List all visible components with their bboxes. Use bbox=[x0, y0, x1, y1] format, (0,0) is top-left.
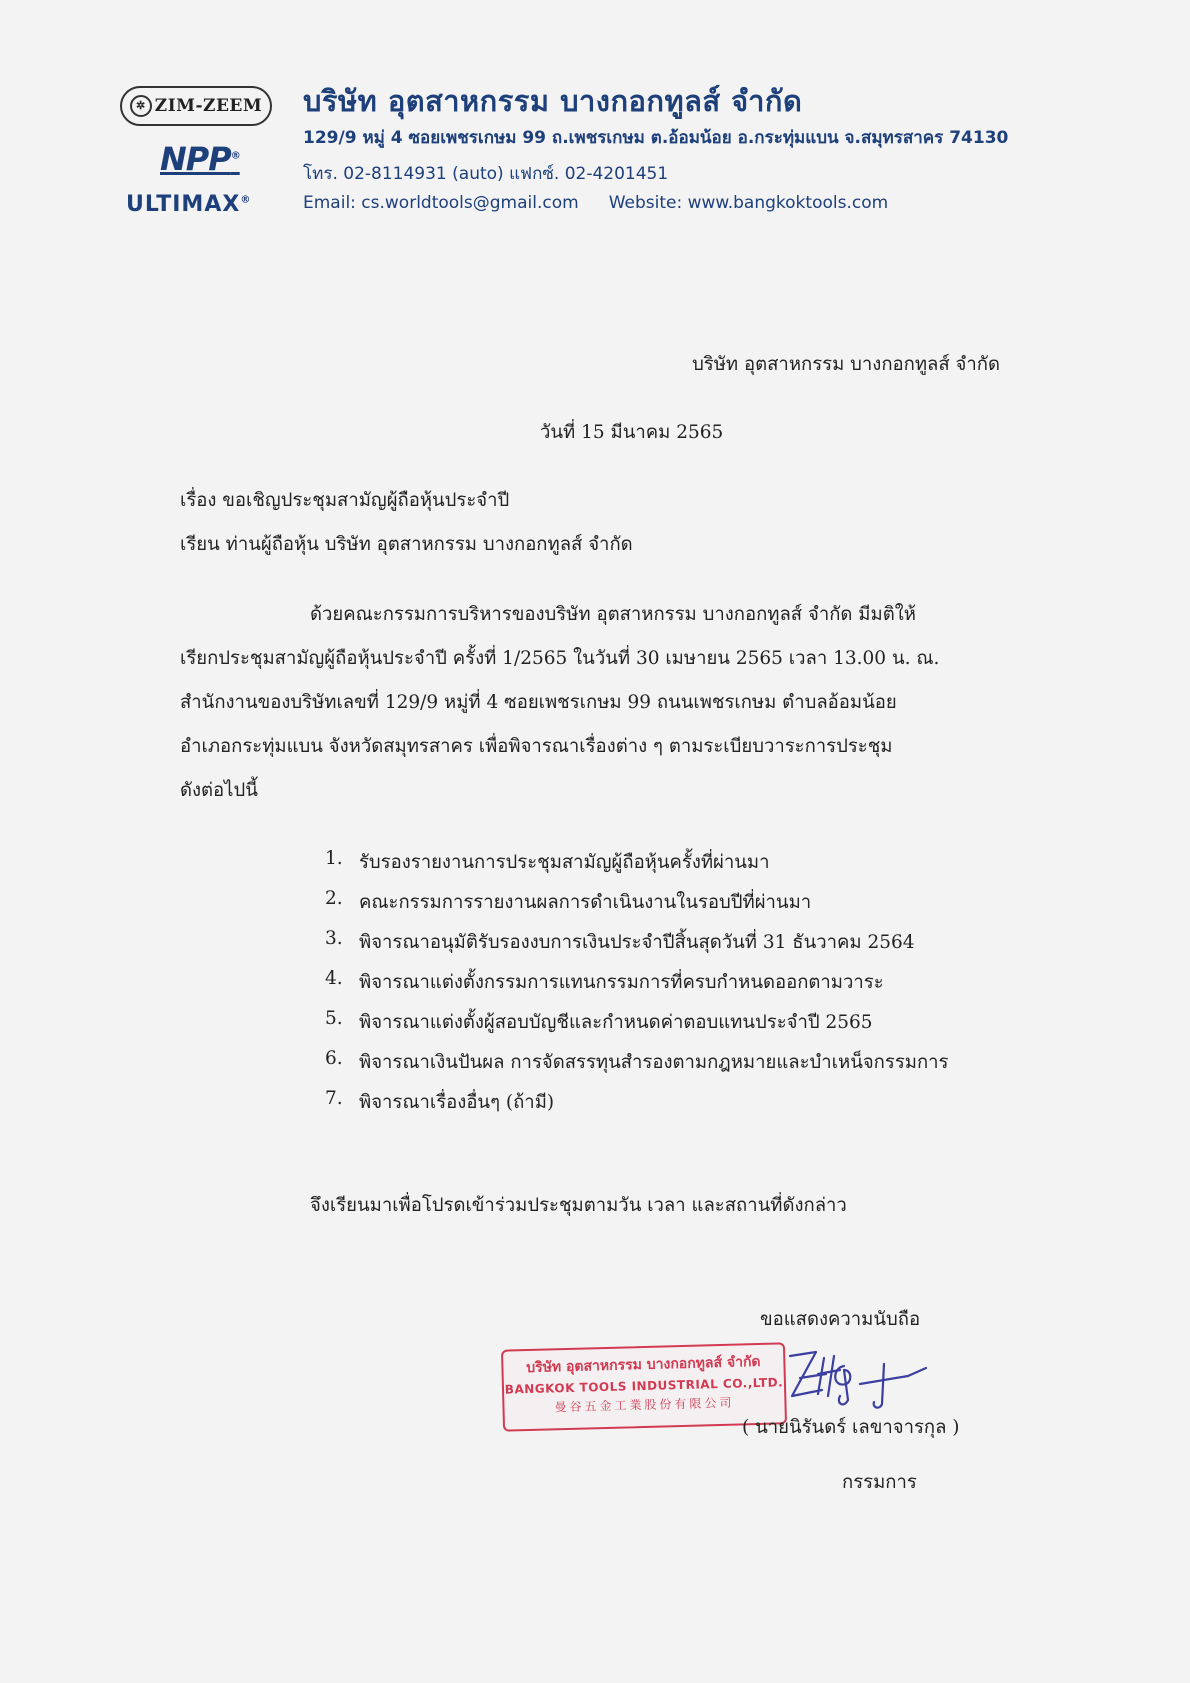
agenda-text: พิจารณาอนุมัติรับรองงบการเงินประจำปีสิ้นสุดวันที่ 31 ธันวาคม 2564 bbox=[359, 932, 915, 953]
paragraph-line: สำนักงานของบริษัทเลขที่ 129/9 หมู่ที่ 4 ซอยเพชรเกษม 99 ถนนเพชรเกษม ตำบลอ้อมน้อย bbox=[180, 692, 897, 713]
npp-logo: NPP® bbox=[160, 140, 240, 178]
letter-date: วันที่ 15 มีนาคม 2565 bbox=[540, 422, 724, 443]
signer-position: กรรมการ bbox=[842, 1472, 917, 1493]
stamp-thai-name: บริษัท อุตสาหกรรม บางกอกทูลส์ จำกัด bbox=[526, 1353, 761, 1377]
agenda-text: รับรองรายงานการประชุมสามัญผู้ถือหุ้นครั้งที่ผ่านมา bbox=[359, 852, 770, 873]
agenda-number: 5. bbox=[325, 1008, 343, 1029]
signer-name: ( นายนิรันดร์ เลขาจารกุล ) bbox=[742, 1417, 960, 1438]
signature-icon bbox=[782, 1338, 932, 1418]
agenda-text: คณะกรรมการรายงานผลการดำเนินงานในรอบปีที่ผ่านมา bbox=[359, 892, 812, 913]
agenda-text: พิจารณาแต่งตั้งกรรมการแทนกรรมการที่ครบกำหนดออกตามวาระ bbox=[359, 972, 884, 993]
paragraph-line: ดังต่อไปนี้ bbox=[180, 780, 258, 801]
company-email: Email: cs.worldtools@gmail.com bbox=[303, 193, 579, 213]
stamp-english-name: BANGKOK TOOLS INDUSTRIAL CO.,LTD. bbox=[504, 1375, 784, 1397]
sender-company: บริษัท อุตสาหกรรม บางกอกทูลส์ จำกัด bbox=[692, 354, 1000, 375]
company-address: 129/9 หมู่ 4 ซอยเพชรเกษม 99 ถ.เพชรเกษม ต.อ้อมน้อย อ.กระทุ่มแบน จ.สมุทรสาคร 74130 bbox=[303, 128, 1009, 148]
agenda-list bbox=[325, 848, 948, 1128]
company-website: Website: www.bangkoktools.com bbox=[608, 193, 889, 213]
paragraph-line: เรียกประชุมสามัญผู้ถือหุ้นประจำปี ครั้งที่ 1/2565 ในวันที่ 30 เมษายน 2565 เวลา 13.00 น. ณ. bbox=[180, 648, 940, 669]
ultimax-text: ULTIMAX bbox=[126, 192, 241, 217]
agenda-number: 7. bbox=[325, 1088, 343, 1109]
zim-zeem-text: ZIM-ZEEM bbox=[154, 96, 263, 116]
zim-zeem-badge-icon: ✲ bbox=[130, 95, 152, 117]
regards: ขอแสดงความนับถือ bbox=[760, 1309, 921, 1330]
agenda-text: พิจารณาเรื่องอื่นๆ (ถ้ามี) bbox=[359, 1092, 555, 1113]
paragraph-line: อำเภอกระทุ่มแบน จังหวัดสมุทรสาคร เพื่อพิจารณาเรื่องต่าง ๆ ตามระเบียบวาระการประชุม bbox=[180, 736, 893, 757]
agenda-item bbox=[325, 848, 948, 888]
agenda-number: 2. bbox=[325, 888, 343, 909]
agenda-number: 3. bbox=[325, 928, 343, 949]
agenda-item bbox=[325, 1088, 948, 1128]
paragraph-line: ด้วยคณะกรรมการบริหารของบริษัท อุตสาหกรรม บางกอกทูลส์ จำกัด มีมติให้ bbox=[310, 604, 916, 625]
company-name-header: บริษัท อุตสาหกรรม บางกอกทูลส์ จำกัด bbox=[303, 84, 803, 118]
company-contact bbox=[303, 193, 888, 213]
agenda-number: 4. bbox=[325, 968, 343, 989]
zim-zeem-logo bbox=[120, 86, 272, 126]
agenda-text: พิจารณาแต่งตั้งผู้สอบบัญชีและกำหนดค่าตอบแทนประจำปี 2565 bbox=[359, 1012, 873, 1033]
agenda-text: พิจารณาเงินปันผล การจัดสรรทุนสำรองตามกฎหมายและบำเหน็จกรรมการ bbox=[359, 1052, 949, 1073]
agenda-number: 6. bbox=[325, 1048, 343, 1069]
npp-text: NPP bbox=[160, 140, 231, 178]
stamp-chinese-name: 曼谷五金工業股份有限公司 bbox=[554, 1395, 735, 1415]
company-phone-fax: โทร. 02-8114931 (auto) แฟกซ์. 02-4201451 bbox=[303, 164, 669, 184]
letter-recipient: เรียน ท่านผู้ถือหุ้น บริษัท อุตสาหกรรม บางกอกทูลส์ จำกัด bbox=[180, 534, 633, 555]
closing-sentence: จึงเรียนมาเพื่อโปรดเข้าร่วมประชุมตามวัน เวลา และสถานที่ดังกล่าว bbox=[310, 1195, 847, 1216]
agenda-item bbox=[325, 888, 948, 928]
letter-paragraph bbox=[180, 600, 1000, 820]
ultimax-logo: ULTIMAX® bbox=[126, 192, 252, 217]
agenda-number: 1. bbox=[325, 848, 343, 869]
agenda-item bbox=[325, 928, 948, 968]
agenda-item bbox=[325, 1048, 948, 1088]
agenda-item bbox=[325, 968, 948, 1008]
letter-subject: เรื่อง ขอเชิญประชุมสามัญผู้ถือหุ้นประจำปี bbox=[180, 490, 510, 511]
agenda-item bbox=[325, 1008, 948, 1048]
